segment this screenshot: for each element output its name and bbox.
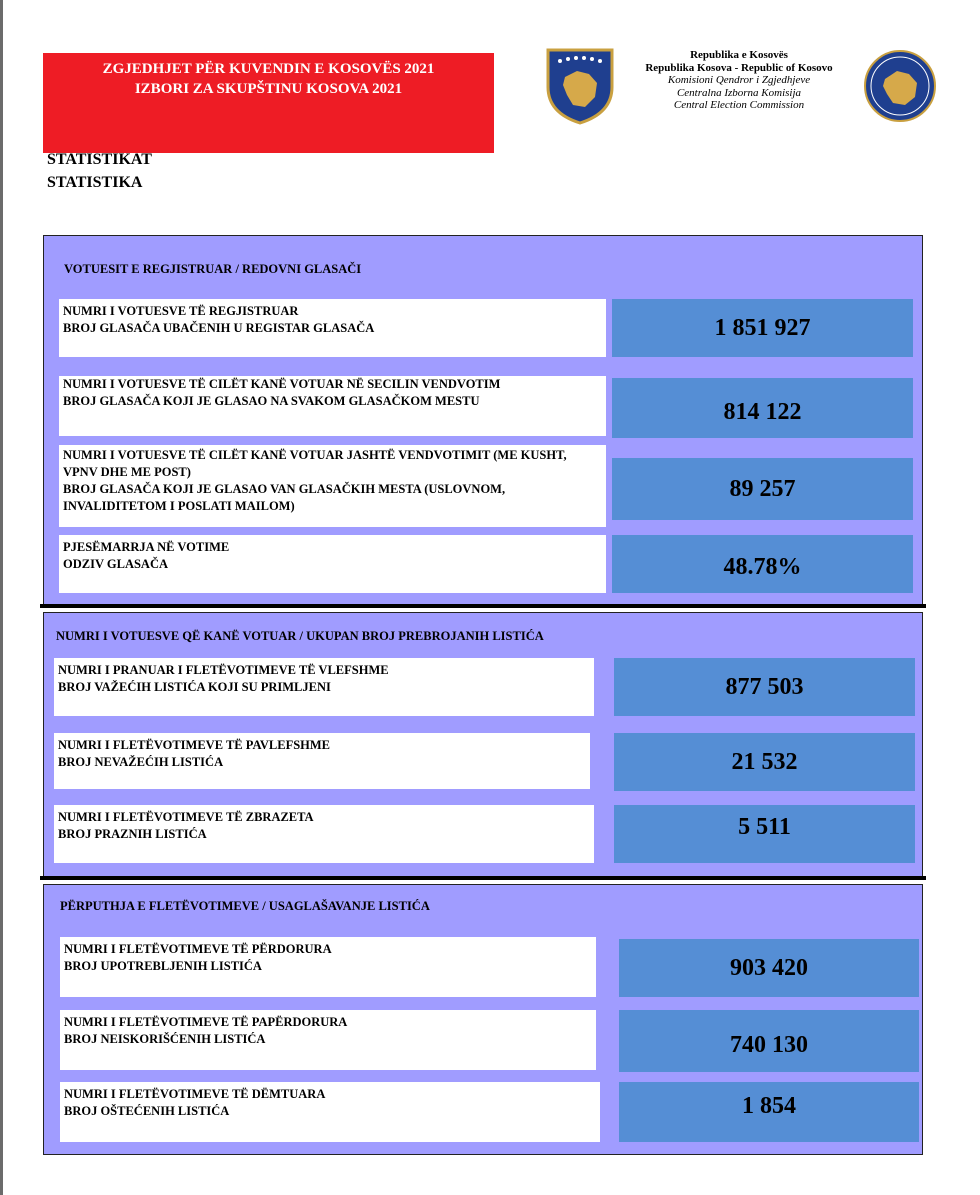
title-line-albanian: ZGJEDHJET PËR KUVENDIN E KOSOVËS 2021 [102,61,435,77]
row-label [59,535,606,593]
cec-line-republic-sr-en: Republika Kosova - Republic of Kosovo [645,61,833,74]
row-label [60,937,596,997]
label-albanian: NUMRI I VOTUESVE TË CILËT KANË VOTUAR NË SECILIN VENDVOTIM [63,377,501,391]
registered-voters-section [43,235,923,605]
value-valid-ballots: 877 503 [614,658,915,716]
cec-line-commission-sr: Centralna Izborna Komisija [676,86,802,99]
value-turnout: 48.78% [612,535,913,593]
cec-seal-icon [863,49,937,123]
value-unused-ballots: 740 130 [619,1010,919,1072]
value-voted-at-polling-station: 814 122 [612,378,913,438]
row-label [60,1082,600,1142]
label-serbian: BROJ GLASAČA KOJI JE GLASAO NA SVAKOM GLASAČKOM MESTU [63,394,480,408]
row-label [59,445,606,527]
row-label [60,1010,596,1070]
label-albanian: NUMRI I VOTUESVE TË CILËT KANË VOTUAR JASHTË VENDVOTIMIT (ME KUSHT, VPNV DHE ME POST) [63,448,567,479]
kosovo-coat-of-arms-icon [545,47,615,125]
label-serbian: BROJ NEISKORIŠĆENIH LISTIĆA [64,1032,266,1046]
cec-line-commission-al: Komisioni Qendror i Zgjedhjeve [667,74,811,87]
label-albanian: NUMRI I FLETËVOTIMEVE TË DËMTUARA [64,1087,326,1101]
value-voted-outside-polling-station: 89 257 [612,458,913,520]
label-albanian: NUMRI I FLETËVOTIMEVE TË ZBRAZETA [58,810,314,824]
label-serbian: BROJ OŠTEĆENIH LISTIĆA [64,1104,230,1118]
statistics-heading-serbian: STATISTIKA [47,174,143,191]
cec-header [545,45,940,127]
row-label [59,376,606,436]
cec-line-republic-al: Republika e Kosovës [690,49,788,61]
section-title: VOTUESIT E REGJISTRUAR / REDOVNI GLASAČI [64,262,362,276]
value-damaged-ballots: 1 854 [619,1082,919,1142]
label-serbian: BROJ VAŽEĆIH LISTIĆA KOJI SU PRIMLJENI [58,680,331,694]
section-title: PËRPUTHJA E FLETËVOTIMEVE / USAGLAŠAVANJE LISTIĆA [60,899,430,913]
value-registered-voters: 1 851 927 [612,299,913,357]
statistics-heading-albanian: STATISTIKAT [47,151,152,168]
value-empty-ballots: 5 511 [614,805,915,863]
ballot-reconciliation-section [43,884,923,1155]
section-title: NUMRI I VOTUESVE QË KANË VOTUAR / UKUPAN BROJ PREBROJANIH LISTIĆA [56,629,544,643]
label-albanian: NUMRI I VOTUESVE TË REGJISTRUAR [63,304,299,318]
label-albanian: NUMRI I FLETËVOTIMEVE TË PËRDORURA [64,942,332,956]
section-divider [40,876,926,880]
label-serbian: BROJ UPOTREBLJENIH LISTIĆA [64,959,262,973]
row-label [54,733,590,789]
label-serbian: BROJ GLASAČA KOJI JE GLASAO VAN GLASAČKIH MESTA (USLOVNOM, INVALIDITETOM I POSLATI MAILOM) [63,482,506,513]
label-serbian: BROJ GLASAČA UBAČENIH U REGISTAR GLASAČA [63,321,375,335]
cec-line-commission-en: Central Election Commission [673,99,805,112]
label-albanian: NUMRI I PRANUAR I FLETËVOTIMEVE TË VLEFSHME [58,663,389,677]
label-albanian: NUMRI I FLETËVOTIMEVE TË PAPËRDORURA [64,1015,348,1029]
row-label [59,299,606,357]
cec-name-block [619,49,859,112]
label-albanian: PJESËMARRJA NË VOTIME [63,540,230,554]
election-title-banner [43,53,494,153]
title-line-serbian: IZBORI ZA SKUPŠTINU KOSOVA 2021 [134,81,403,97]
value-invalid-ballots: 21 532 [614,733,915,791]
row-label [54,805,594,863]
label-serbian: BROJ PRAZNIH LISTIĆA [58,827,207,841]
section-divider [40,604,926,608]
value-used-ballots: 903 420 [619,939,919,997]
row-label [54,658,594,716]
label-serbian: BROJ NEVAŽEĆIH LISTIĆA [58,755,224,769]
label-albanian: NUMRI I FLETËVOTIMEVE TË PAVLEFSHME [58,738,331,752]
page-border [0,0,3,1195]
label-serbian: ODZIV GLASAČA [63,557,168,571]
statistics-heading [47,148,152,194]
counted-ballots-section [43,612,923,877]
